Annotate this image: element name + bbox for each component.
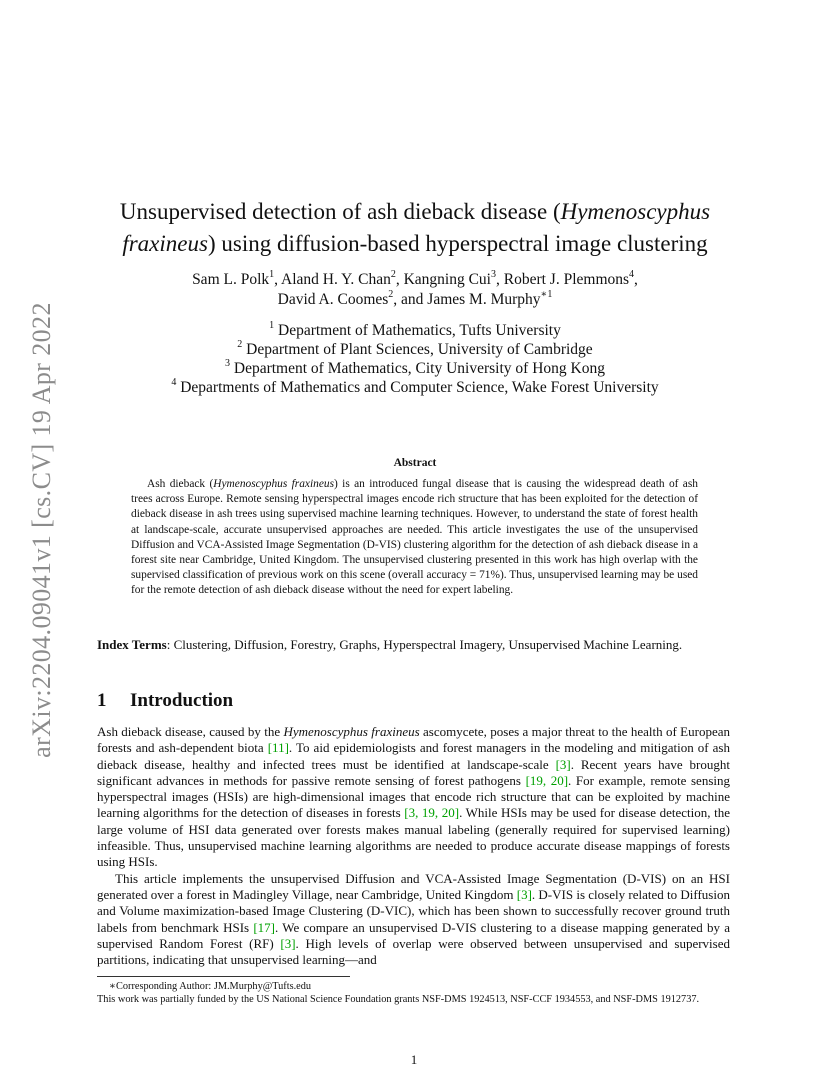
- abstract-italic: Hymenoscyphus fraxineus: [213, 478, 335, 490]
- section-number: 1: [97, 690, 107, 711]
- paragraph: [97, 724, 730, 871]
- index-terms: [97, 637, 730, 654]
- citation-link[interactable]: [3]: [555, 756, 571, 772]
- author-name: and James M. Murphy: [401, 291, 541, 308]
- footnote-corresponding: ∗Corresponding Author: JM.Murphy@Tufts.edu: [109, 981, 312, 992]
- text-run: This article implements the unsupervised Diffusion and VCA-Assisted Image Segmentation (D-VIS) on an HSI generated over a forest in Madingley Village, near Cambridge, United Kingdom: [97, 870, 730, 902]
- affiliation-sup: 1: [269, 319, 275, 331]
- citation-link[interactable]: [3]: [280, 935, 296, 951]
- affiliation: [100, 321, 730, 340]
- title-part1: Unsupervised detection of ash dieback disease (: [119, 199, 561, 224]
- italic-run: Hymenoscyphus fraxineus: [283, 724, 420, 739]
- citation-link[interactable]: [11]: [267, 740, 289, 756]
- author-name: Kangning Cui: [403, 271, 491, 288]
- affiliation-sup: 3: [225, 357, 231, 369]
- paper-title: [100, 196, 730, 260]
- section-body: [97, 724, 730, 968]
- text-run: . D-VIS is closely related to Diffusion and Volume maximization-based Image Clustering (D-VIC), which has been shown to successfully recover ground truth labels from benchmark HSIs: [97, 886, 730, 935]
- author-line-2: David A. Coomes$^2$, and James M. Murphy$^{∗1}$: [277, 288, 553, 308]
- author-affil-sup: 2: [388, 288, 394, 300]
- text-run: . While HSIs may be used for disease detection, the large volume of HSI data generated over forests makes manual labeling (generally required for supervised learning) infeasible. Thus, unsupervised machine learning algorithms are needed to produce accurate disease mappings of forests using HSIs.: [97, 805, 730, 870]
- text-run: . We compare an unsupervised D-VIS clustering to a disease mapping generated by a supervised Random Forest (RF): [97, 919, 730, 951]
- affiliation-text: Department of Mathematics, City University of Hong Kong: [233, 360, 605, 377]
- author-line-1: Sam L. Polk$^1$, Aland H. Y. Chan$^2$, Kangning Cui$^3$, Robert J. Plemmons$^4$,: [192, 268, 638, 288]
- citation-link[interactable]: [3, 19, 20]: [404, 805, 460, 821]
- text-run: . Recent years have brought significant advances in methods for passive remote sensing of forest pathogens: [97, 756, 730, 788]
- author-name: David A. Coomes: [277, 291, 389, 308]
- affiliation: [100, 359, 730, 378]
- abstract-body: [131, 477, 698, 599]
- index-terms-label: Index Terms: [97, 637, 167, 652]
- abstract-heading: Abstract: [393, 457, 437, 469]
- footnote-funding: This work was partially funded by the US National Science Foundation grants NSF-DMS 1924513, NSF-CCF 1934553, and NSF-DMS 1912737.: [97, 994, 700, 1005]
- section-title: Introduction: [130, 690, 234, 711]
- author-name: Aland H. Y. Chan: [281, 271, 391, 288]
- affiliation-sup: 4: [171, 376, 177, 388]
- author-name: Sam L. Polk: [192, 271, 270, 288]
- citation-link[interactable]: [3]: [516, 886, 532, 902]
- footnote-rule: [97, 976, 350, 977]
- author-affil-sup: 1: [269, 268, 275, 280]
- affiliation-sup: 2: [237, 338, 243, 350]
- author-affil-sup: 4: [629, 268, 635, 280]
- affiliation-list: [100, 321, 730, 397]
- paragraph: [97, 871, 730, 969]
- citation-link[interactable]: [19, 20]: [525, 772, 569, 788]
- footnotes: [97, 980, 730, 1006]
- text-run: ascomycete, poses a major threat to the health of European forests and ash-dependent biota: [97, 724, 730, 756]
- abstract-pre: Ash dieback (: [147, 478, 214, 490]
- arxiv-stamp-text: arXiv:2204.09041v1 [cs.CV] 19 Apr 2022: [27, 302, 56, 758]
- text-run: . To aid epidemiologists and forest managers in the modeling and mitigation of ash dieback disease, healthy and infected trees must be identified at landscape-scale: [97, 740, 730, 772]
- affiliation-text: Department of Plant Sciences, University of Cambridge: [246, 341, 593, 358]
- text-run: . For example, remote sensing hyperspectral images (HSIs) are high-dimensional images that encode rich structure that can be exploited by machine learning algorithms for the detection of diseases in forests: [97, 772, 730, 821]
- author-list: [100, 270, 730, 310]
- author-name: Robert J. Plemmons: [503, 271, 630, 288]
- author-affil-sup: ∗1: [540, 288, 553, 300]
- index-terms-text: : Clustering, Diffusion, Forestry, Graphs, Hyperspectral Imagery, Unsupervised Machine Learning.: [166, 637, 683, 652]
- affiliation-text: Department of Mathematics, Tufts University: [278, 322, 561, 339]
- abstract-post: ) is an introduced fungal disease that is causing the widespread death of ash trees across Europe. Remote sensing hyperspectral images encode rich structure that has been exploited for the detection of dieback disease in ash trees using supervised machine learning techniques. However, to understand the state of forest health at landscape-scale, accurate unsupervised approaches are needed. This article investigates the use of the unsupervised Diffusion and VCA-Assisted Image Segmentation (D-VIS) clustering algorithm for the detection of ash dieback disease in a forest site near Cambridge, United Kingdom. The unsupervised clustering presented in this work has high overlap with the supervised classification of previous work on this scene (overall accuracy = 71%). Thus, unsupervised learning may be used for the remote detection of ash dieback disease without the need for expert labeling.: [131, 478, 698, 597]
- text-run: Ash dieback disease, caused by the: [97, 724, 284, 739]
- affiliation: [100, 340, 730, 359]
- arxiv-stamp: [22, 300, 62, 760]
- title-italic: Hymenoscyphus fraxineus: [122, 199, 711, 256]
- page-number: 1: [410, 1052, 418, 1067]
- title-part2: ) using diffusion-based hyperspectral image clustering: [207, 231, 708, 256]
- citation-link[interactable]: [17]: [253, 919, 276, 935]
- text-run: . High levels of overlap were observed between unsupervised and supervised partitions, indicating that unsupervised learning—and: [97, 935, 730, 968]
- author-affil-sup: 3: [491, 268, 496, 280]
- author-affil-sup: 2: [390, 268, 396, 280]
- section-heading: [97, 690, 233, 712]
- affiliation-text: Departments of Mathematics and Computer Science, Wake Forest University: [180, 379, 659, 396]
- affiliation: [100, 378, 730, 397]
